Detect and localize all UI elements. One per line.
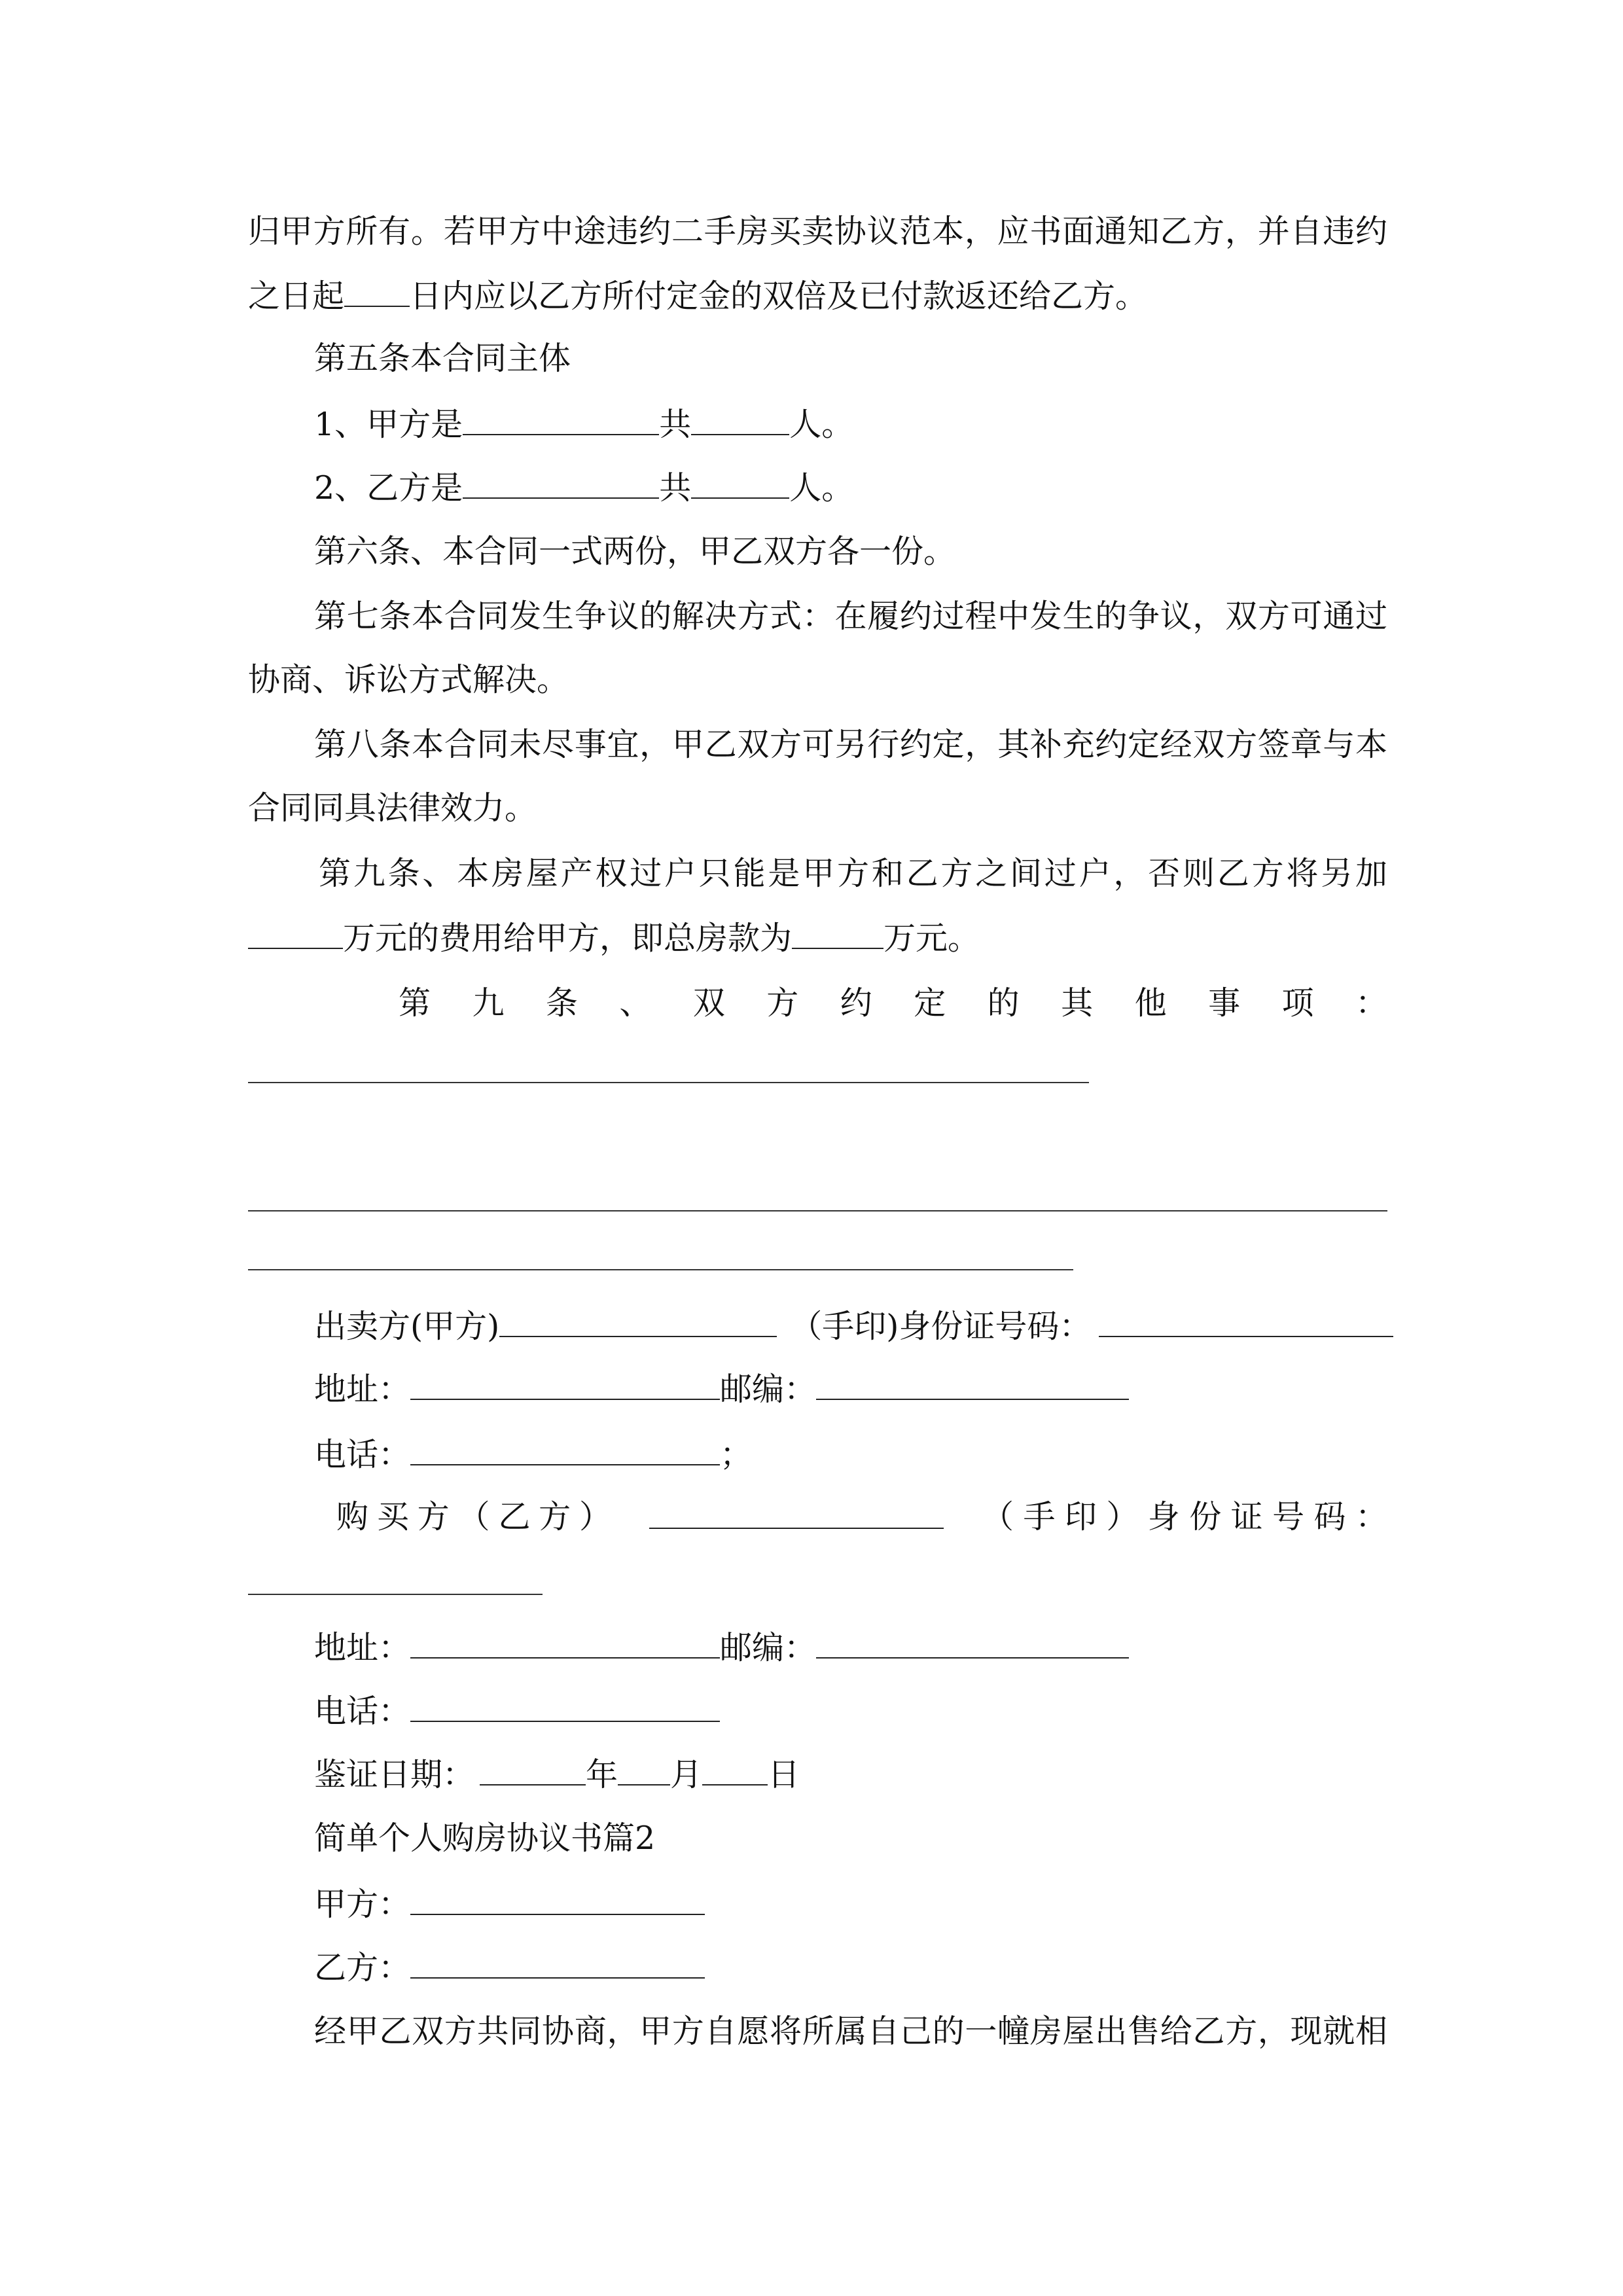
article-9-line: 第九条、本房屋产权过户只能是甲方和乙方之间过户，否则乙方将另加 <box>319 855 1387 892</box>
section-2-party-a <box>314 1884 705 1923</box>
seller-id-blank[interactable] <box>1099 1306 1393 1337</box>
text: 日内应以乙方所付定金的双倍及已付款返还给乙方。 <box>410 278 1148 315</box>
article-9-other-title: 第九条、双方约定的其他事项： <box>399 984 1387 1022</box>
section-2-party-b <box>314 1947 705 1986</box>
year-blank[interactable] <box>480 1754 586 1785</box>
buyer-address-blank[interactable] <box>410 1627 720 1659</box>
buyer-line <box>336 1498 1387 1537</box>
party-b-count-blank[interactable] <box>691 467 789 499</box>
article-5-title: 第五条本合同主体 <box>314 340 571 377</box>
buyer-postcode-blank[interactable] <box>816 1627 1129 1659</box>
other-matters-line[interactable] <box>248 1210 1387 1211</box>
party-b-blank[interactable] <box>463 467 659 499</box>
party-a-count-blank[interactable] <box>691 404 789 435</box>
month-blank[interactable] <box>618 1754 670 1785</box>
label: 地址： <box>314 1629 411 1666</box>
label: 电话： <box>314 1693 411 1730</box>
label: ； <box>720 1436 753 1473</box>
buyer-phone-line <box>314 1691 720 1730</box>
party-b-name-blank[interactable] <box>410 1947 705 1979</box>
section-2-title: 简单个人购房协议书篇2 <box>314 1820 656 1857</box>
day-blank[interactable] <box>702 1754 768 1785</box>
seller-postcode-blank[interactable] <box>816 1369 1129 1400</box>
days-blank[interactable] <box>344 276 410 307</box>
label: 1、甲方是 <box>314 406 463 443</box>
buyer-address-line <box>314 1627 1129 1666</box>
extra-fee-blank[interactable] <box>248 918 343 949</box>
label: 共 <box>659 406 692 443</box>
text: 万元。 <box>883 920 980 957</box>
label: 出卖方(甲方) <box>314 1308 500 1345</box>
buyer-phone-blank[interactable] <box>410 1691 720 1722</box>
label: 年 <box>586 1756 618 1793</box>
label: 人。 <box>789 469 854 507</box>
article-7-line: 第七条本合同发生争议的解决方式：在履约过程中发生的争议，双方可通过 <box>314 598 1387 635</box>
party-a-blank[interactable] <box>463 404 659 435</box>
seller-name-blank[interactable] <box>499 1306 777 1337</box>
seller-phone-line <box>314 1434 752 1473</box>
label: 地址： <box>314 1371 411 1408</box>
label: 共 <box>659 469 692 507</box>
article-8-line: 第八条本合同未尽事宜，甲乙双方可另行约定，其补充约定经双方签章与本 <box>314 726 1387 763</box>
paragraph-line: 归甲方所有。若甲方中途违约二手房买卖协议范本，应书面通知乙方，并自违约 <box>248 213 1387 250</box>
buyer-name-blank[interactable] <box>649 1498 944 1529</box>
article-9-line <box>248 918 980 957</box>
label: （手印)身份证号码： <box>790 1308 1092 1345</box>
paragraph-line <box>248 276 1147 315</box>
label: 日 <box>768 1756 800 1793</box>
article-8-line: 合同同具法律效力。 <box>248 789 537 827</box>
label: 人。 <box>789 406 854 443</box>
seller-address-blank[interactable] <box>410 1369 720 1400</box>
article-6: 第六条、本合同一式两份，甲乙双方各一份。 <box>314 533 956 570</box>
seller-line <box>314 1306 1393 1345</box>
label: 2、乙方是 <box>314 469 463 507</box>
label: 鉴证日期： <box>314 1756 475 1793</box>
party-a-name-blank[interactable] <box>410 1884 705 1915</box>
other-matters-line[interactable] <box>248 1082 1089 1083</box>
section-2-intro: 经甲乙双方共同协商，甲方自愿将所属自己的一幢房屋出售给乙方，现就相 <box>314 2013 1387 2050</box>
seller-address-line <box>314 1369 1129 1408</box>
label: 乙方： <box>314 1949 411 1986</box>
other-matters-line[interactable] <box>248 1269 1073 1270</box>
label: 购买方（乙方） <box>336 1498 611 1535</box>
text: 之日起 <box>248 278 345 315</box>
label: 电话： <box>314 1436 411 1473</box>
label: 甲方： <box>314 1886 411 1923</box>
label: 邮编： <box>720 1629 817 1666</box>
buyer-id-blank[interactable] <box>248 1594 543 1595</box>
text: 万元的费用给甲方，即总房款为 <box>343 920 793 957</box>
total-price-blank[interactable] <box>792 918 883 949</box>
date-line <box>314 1754 800 1793</box>
label: 邮编： <box>720 1371 817 1408</box>
label: 月 <box>670 1756 703 1793</box>
party-b-line <box>314 467 853 507</box>
article-7-line: 协商、诉讼方式解决。 <box>248 661 569 698</box>
seller-phone-blank[interactable] <box>410 1434 720 1465</box>
party-a-line <box>314 404 853 443</box>
label: （手印）身份证号码： <box>982 1498 1387 1535</box>
